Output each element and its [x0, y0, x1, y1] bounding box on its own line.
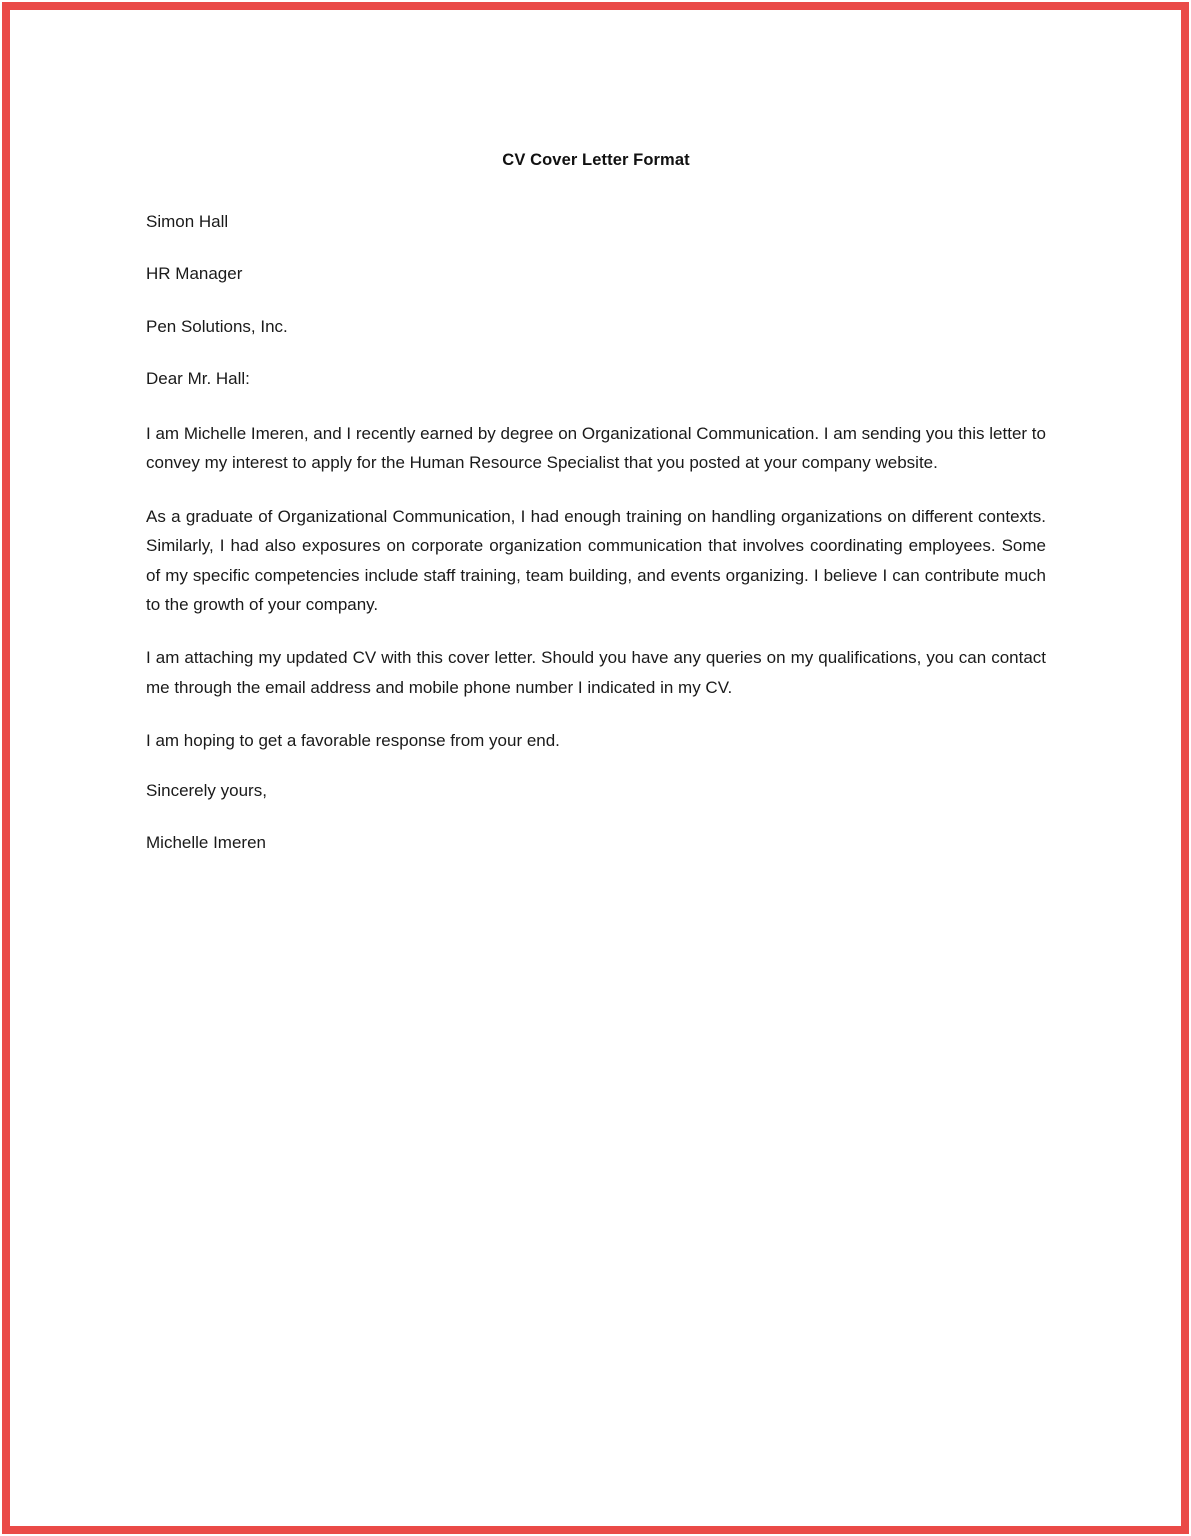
recipient-name: Simon Hall — [146, 212, 229, 231]
body-paragraph-3: I am attaching my updated CV with this cover letter. Should you have any queries on my qualifications, you can contact me through the email address and mobile phone number I indicated in my CV. — [146, 648, 1046, 697]
body-paragraph-1: I am Michelle Imeren, and I recently earned by degree on Organizational Communication. I am sending you this letter to convey my interest to apply for the Human Resource Specialist that you posted at your company website. — [146, 424, 1046, 473]
letter-content — [146, 10, 1046, 853]
page-title: CV Cover Letter Format — [502, 151, 690, 169]
salutation: Dear Mr. Hall: — [146, 368, 250, 388]
recipient-company: Pen Solutions, Inc. — [146, 316, 288, 336]
body-paragraph-4: I am hoping to get a favorable response from your end. — [146, 731, 560, 751]
closing-line: Sincerely yours, — [146, 780, 267, 800]
recipient-job-title: HR Manager — [146, 264, 243, 284]
body-paragraph-2: As a graduate of Organizational Communication, I had enough training on handling organizations on different contexts. Similarly, I had also exposures on corporate organization communication that involves coordinating employees. Some of my specific competencies include staff training, team building, and events organizing. I believe I can contribute much to the growth of your company. — [146, 506, 1046, 615]
red-border-frame — [2, 2, 1189, 1534]
signature-name: Michelle Imeren — [146, 832, 266, 852]
document-page — [10, 10, 1181, 1526]
